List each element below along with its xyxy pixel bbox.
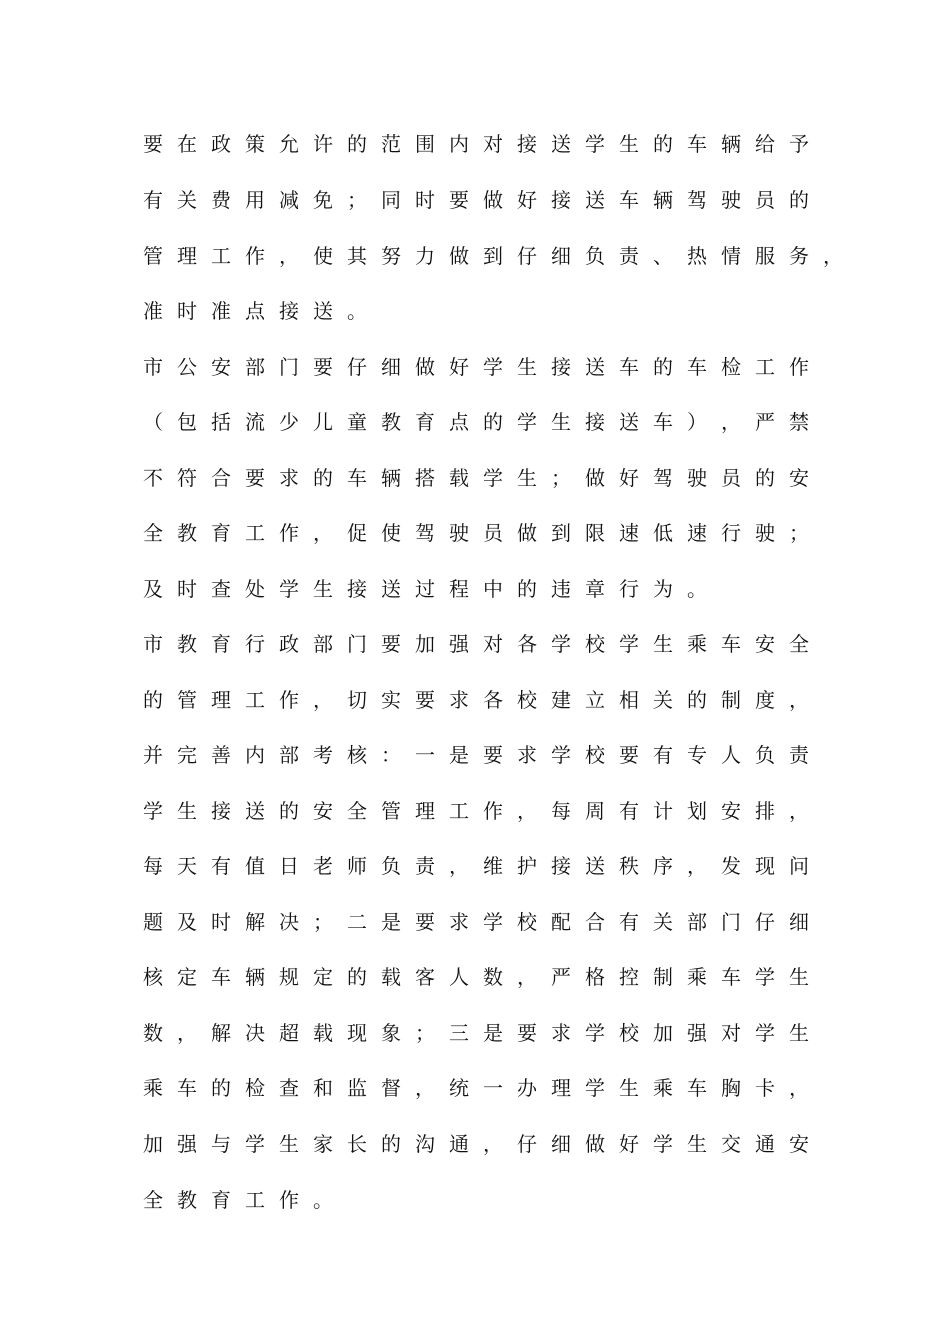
text-line: 的 管 理 工 作 ， 切 实 要 求 各 校 建 立 相 关 的 制 度 ， — [143, 688, 809, 712]
text-line: 及 时 查 处 学 生 接 送 过 程 中 的 违 章 行 为 。 — [143, 577, 707, 601]
text-line: 乘 车 的 检 查 和 监 督 ， 统 一 办 理 学 生 乘 车 胸 卡 ， — [143, 1076, 809, 1100]
text-line: 加 强 与 学 生 家 长 的 沟 通 ， 仔 细 做 好 学 生 交 通 安 — [143, 1132, 809, 1156]
text-line: 准 时 准 点 接 送 。 — [143, 299, 367, 323]
text-line: 有 关 费 用 减 免 ； 同 时 要 做 好 接 送 车 辆 驾 驶 员 的 — [143, 188, 809, 212]
text-line: 题 及 时 解 决 ； 二 是 要 求 学 校 配 合 有 关 部 门 仔 细 — [143, 910, 809, 934]
text-line: 全 教 育 工 作 。 — [143, 1188, 333, 1212]
text-line: 核 定 车 辆 规 定 的 载 客 人 数 ， 严 格 控 制 乘 车 学 生 — [143, 965, 809, 989]
text-line: 并 完 善 内 部 考 核 ： 一 是 要 求 学 校 要 有 专 人 负 责 — [143, 743, 809, 767]
text-line: （ 包 括 流 少 儿 童 教 育 点 的 学 生 接 送 车 ） ， 严 禁 — [143, 410, 809, 434]
text-line: 数 ， 解 决 超 载 现 象 ； 三 是 要 求 学 校 加 强 对 学 生 — [143, 1021, 809, 1045]
text-line: 每 天 有 值 日 老 师 负 责 ， 维 护 接 送 秩 序 ， 发 现 问 — [143, 854, 809, 878]
text-line: 全 教 育 工 作 ， 促 使 驾 驶 员 做 到 限 速 低 速 行 驶 ； — [143, 521, 809, 545]
text-line: 要 在 政 策 允 许 的 范 围 内 对 接 送 学 生 的 车 辆 给 予 — [143, 132, 809, 156]
text-line: 市 教 育 行 政 部 门 要 加 强 对 各 学 校 学 生 乘 车 安 全 — [143, 632, 809, 656]
text-line: 管 理 工 作 ， 使 其 努 力 做 到 仔 细 负 责 、 热 情 服 务 ， — [143, 244, 843, 268]
text-line: 不 符 合 要 求 的 车 辆 搭 载 学 生 ； 做 好 驾 驶 员 的 安 — [143, 466, 809, 490]
text-line: 学 生 接 送 的 安 全 管 理 工 作 ， 每 周 有 计 划 安 排 ， — [143, 799, 809, 823]
text-line: 市 公 安 部 门 要 仔 细 做 好 学 生 接 送 车 的 车 检 工 作 — [143, 355, 809, 379]
